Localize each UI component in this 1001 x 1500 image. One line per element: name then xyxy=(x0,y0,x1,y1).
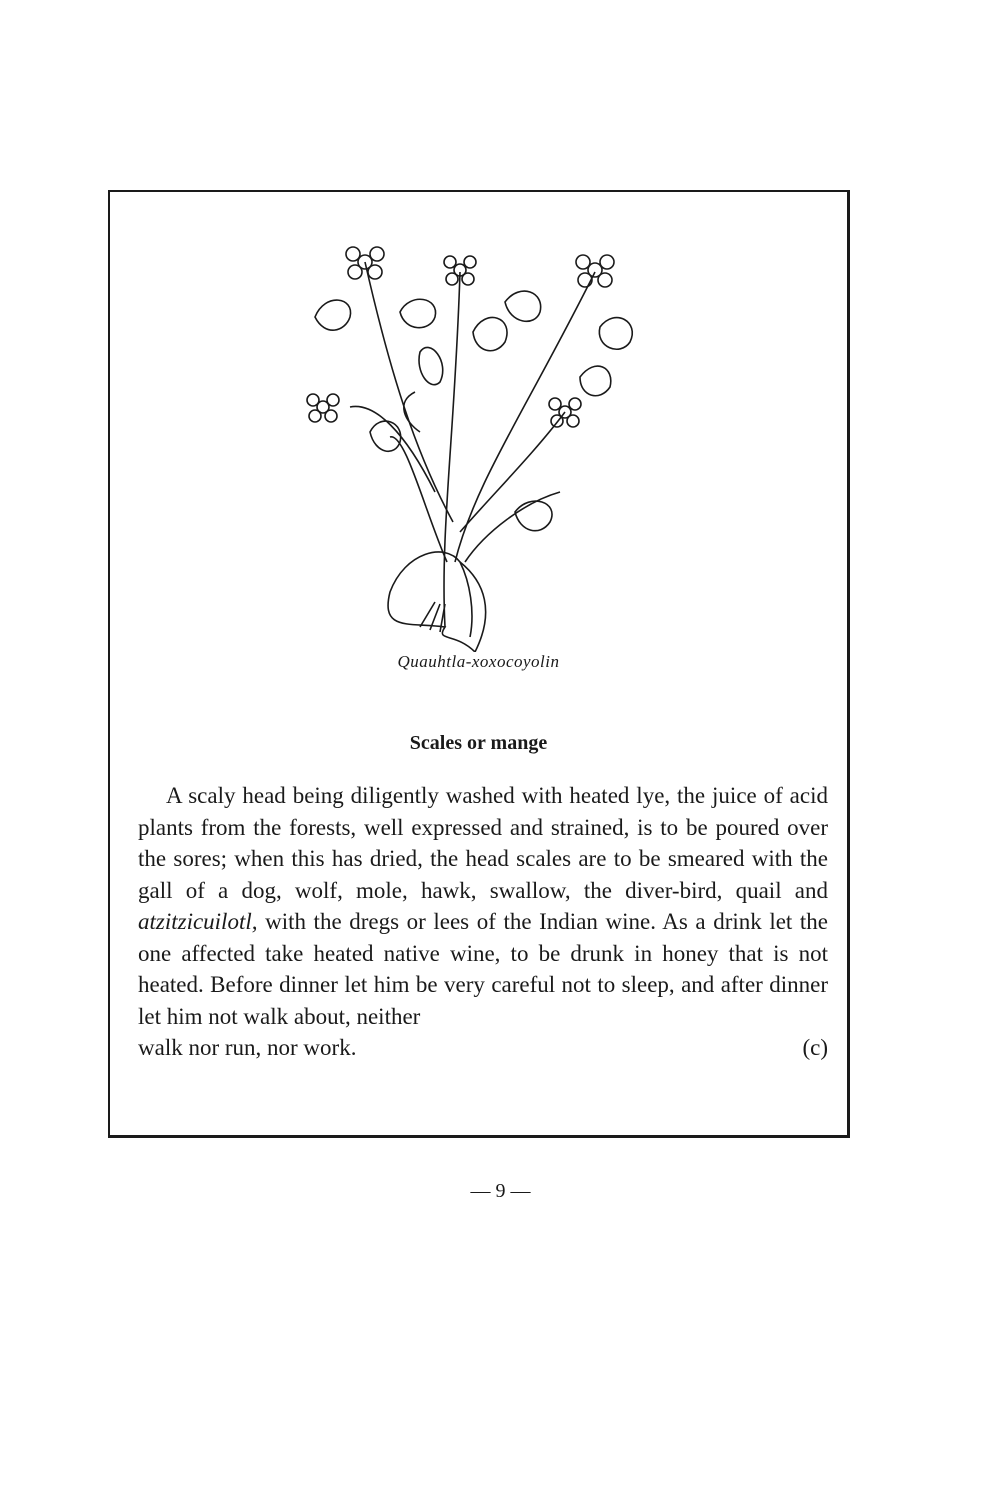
paragraph-text-continued: with the dregs or lees of the Indian wine. As a drink let the one affected take heated native wine, to be drunk in honey that is not heated. Before dinner let him be very careful not to sleep, and after dinner let him not walk about, neither xyxy=(138,909,829,1029)
body-paragraph xyxy=(138,780,828,1064)
page-number: — 9 — xyxy=(470,1180,531,1202)
illustration-caption: Quauhtla-xoxocoyolin xyxy=(397,652,560,671)
paragraph-text: A scaly head being diligently washed with heated lye, the juice of acid plants from the forests, well expressed and strained, is to be poured over the sores; when this has dried, the head scales are to be smeared with the gall of a dog, wolf, mole, hawk, swallow, the diver-bird, quail and xyxy=(138,783,828,903)
page-frame xyxy=(108,190,850,1138)
closing-line xyxy=(138,1032,828,1064)
last-line-text: walk nor run, nor work. xyxy=(138,1035,357,1060)
italic-term: atzitzicuilotl, xyxy=(138,909,258,934)
plant-illustration-icon xyxy=(295,232,675,652)
section-heading: Scales or mange xyxy=(409,732,548,754)
source-mark: (c) xyxy=(802,1035,828,1060)
